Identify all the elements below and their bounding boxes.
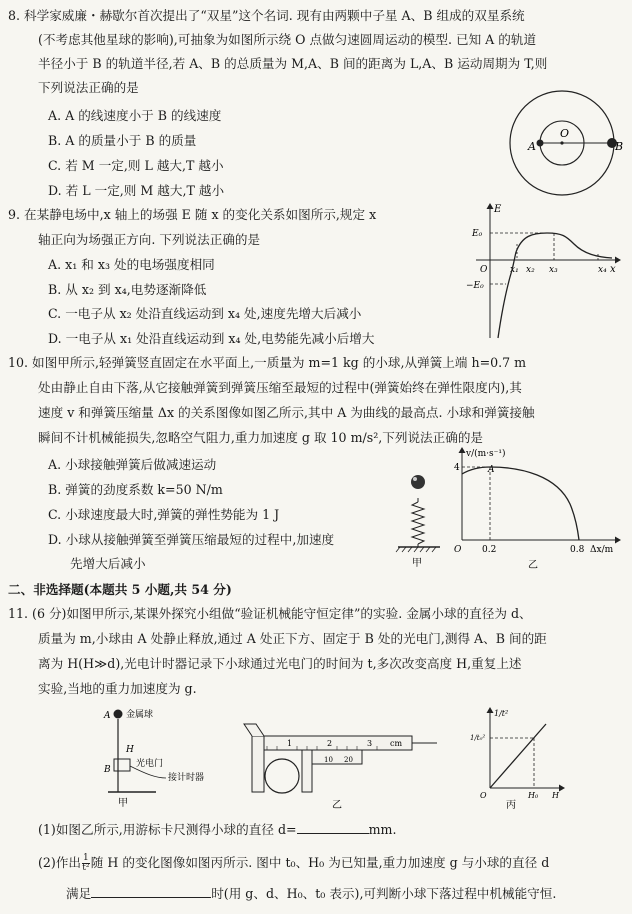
label-jia: 甲 xyxy=(118,798,128,809)
q11-part2-fraction: $\frac{1}{\text{t²}}$ xyxy=(82,853,90,873)
star-a xyxy=(537,140,544,147)
spring xyxy=(412,502,424,544)
q9-field-graph xyxy=(462,200,624,342)
measured-ball xyxy=(265,759,299,793)
velocity-curve xyxy=(462,467,579,540)
neg-e0-label: −E₀ xyxy=(466,281,484,291)
origin-label: O xyxy=(480,791,487,800)
origin-label: O xyxy=(454,545,462,555)
q10-spring-figure xyxy=(392,472,444,572)
q10-line2: 处由静止自由下落,从它接触弹簧到弹簧压缩至最短的过程中(弹簧始终在弹性限度内),其 xyxy=(38,380,522,395)
cm-tick-1: 1 xyxy=(287,739,293,748)
q11-part2 xyxy=(38,854,549,873)
proportional-line xyxy=(490,724,546,788)
tick-x4: x₄ xyxy=(598,265,607,275)
tick-x1: x₁ xyxy=(510,265,519,275)
q11-graph-bing xyxy=(470,704,572,811)
e0-label: E₀ xyxy=(472,229,483,239)
q9-option-c: C. 一电子从 x₂ 处沿直线运动到 x₄ 处,速度先增大后减小 xyxy=(48,306,362,321)
label-yi: 乙 xyxy=(528,560,538,571)
y-tick-4: 4 xyxy=(454,463,460,473)
q11-line3: 离为 H(H≫d),光电计时器记录下小球通过光电门的时间为 t,多次改变高度 H,重复上述 xyxy=(38,656,522,671)
q11-part1-text: (1)如图乙所示,用游标卡尺测得小球的直径 d= xyxy=(38,822,297,837)
center-o xyxy=(560,141,563,144)
q8-option-d: D. 若 L 一定,则 M 越大,T 越小 xyxy=(48,183,225,198)
label-b: B xyxy=(104,765,111,775)
q11-line4: 实验,当地的重力加速度为 g. xyxy=(38,681,197,696)
q10-velocity-graph xyxy=(452,444,628,574)
q8-line1: 8. 科学家威廉・赫歇尔首次提出了“双星”这个名词. 现有由两颗中子星 A、B 组成的双星系统 xyxy=(8,8,525,23)
q10-option-d-cont: 先增大后减小 xyxy=(70,556,146,571)
q8-binary-star-figure xyxy=(500,88,628,198)
cm-unit: cm xyxy=(390,739,403,748)
label-yi: 乙 xyxy=(332,800,342,811)
q8-line4: 下列说法正确的是 xyxy=(38,80,139,95)
label-ball: 金属球 xyxy=(126,710,154,720)
q9-option-d: D. 一电子从 x₁ 处沿直线运动到 x₄ 处,电势能先减小后增大 xyxy=(48,331,375,346)
q10-line4: 瞬间不计机械能损失,忽略空气阻力,重力加速度 g 取 10 m/s²,下列说法正确的是 xyxy=(38,430,484,445)
q9-option-a: A. x₁ 和 x₃ 处的电场强度相同 xyxy=(48,257,215,272)
tick-x3: x₃ xyxy=(549,265,558,275)
label-timer: 接计时器 xyxy=(168,773,205,783)
q9-line1: 9. 在某静电场中,x 轴上的场强 E 随 x 的变化关系如图所示,规定 x xyxy=(8,207,377,222)
q11-line1: 11. (6 分)如图甲所示,某课外探究小组做“验证机械能守恒定律”的实验. 金属小球的直径为 d、 xyxy=(8,606,532,621)
tick-x2: x₂ xyxy=(526,265,535,275)
q10-option-b: B. 弹簧的劲度系数 k=50 N/m xyxy=(48,482,223,497)
q11-part2-c: 满足 xyxy=(66,886,92,901)
q11-part1 xyxy=(38,822,396,838)
q11-apparatus-figure xyxy=(96,704,226,808)
y-tick-label: 1/t₀² xyxy=(470,734,486,742)
q11-answer-blank-2[interactable] xyxy=(91,897,211,898)
x-axis-label: Δx/m xyxy=(590,545,614,555)
metal-ball xyxy=(114,710,123,719)
y-axis-label: E xyxy=(494,204,502,215)
cm-tick-2: 2 xyxy=(327,739,333,748)
q11-part2-cont xyxy=(66,886,556,902)
q9-line2: 轴正向为场强正方向. 下列说法正确的是 xyxy=(38,232,261,247)
ball xyxy=(411,475,425,489)
vernier-10: 10 xyxy=(324,756,333,764)
label-o: O xyxy=(560,127,570,140)
photogate xyxy=(114,759,130,771)
label-a: A xyxy=(528,140,536,153)
q11-answer-blank-1[interactable] xyxy=(297,833,369,834)
q11-part2-a: (2)作出 xyxy=(38,855,82,870)
y-axis-label: v/(m·s⁻¹) xyxy=(466,449,506,459)
q11-part2-b: 随 H 的变化图像如图丙所示. 图中 t₀、H₀ 为已知量,重力加速度 g 与小球的直径 d xyxy=(90,855,550,870)
q8-option-b: B. A 的质量小于 B 的质量 xyxy=(48,133,197,148)
label-gate: 光电门 xyxy=(136,759,164,769)
q11-part1-unit: mm. xyxy=(368,822,397,837)
label-a: A xyxy=(104,711,111,721)
label-bing: 丙 xyxy=(506,800,516,811)
q9-option-b: B. 从 x₂ 到 x₄,电势逐渐降低 xyxy=(48,282,207,297)
field-curve-right xyxy=(516,233,612,258)
q11-part2-d: 时(用 g、d、H₀、t₀ 表示),可判断小球下落过程中机械能守恒. xyxy=(211,886,557,901)
q10-line1: 10. 如图甲所示,轻弹簧竖直固定在水平面上,一质量为 m=1 kg 的小球,从弹簧上端 h=0.7 m xyxy=(8,355,527,370)
origin-label: O xyxy=(480,265,488,275)
label-b: B xyxy=(615,140,624,153)
x-tick-label: H₀ xyxy=(528,791,539,800)
q10-line3: 速度 v 和弹簧压缩量 Δx 的关系图像如图乙所示,其中 A 为曲线的最高点. 小球和弹簧接触 xyxy=(38,405,535,420)
section2-title: 二、非选择题(本题共 5 小题,共 54 分) xyxy=(8,582,232,597)
q8-option-a: A. A 的线速度小于 B 的线速度 xyxy=(48,108,222,123)
q10-option-d: D. 小球从接触弹簧至弹簧压缩最短的过程中,加速度 xyxy=(48,532,335,547)
x-tick-08: 0.8 xyxy=(570,545,585,555)
vernier-20: 20 xyxy=(344,756,353,764)
q8-line2: (不考虑其他星球的影响),可抽象为如图所示绕 O 点做匀速圆周运动的模型. 已知 A 的轨道 xyxy=(38,32,537,47)
cm-tick-3: 3 xyxy=(367,739,373,748)
q11-line2: 质量为 m,小球由 A 处静止释放,通过 A 处正下方、固定于 B 处的光电门,测得 A、B 间的距 xyxy=(38,631,547,646)
x-axis-label: H xyxy=(552,791,559,800)
x-tick-02: 0.2 xyxy=(482,545,497,555)
x-axis-label: x xyxy=(610,264,616,275)
y-axis-label: 1/t² xyxy=(494,709,509,718)
point-a-label: A xyxy=(488,465,495,475)
q8-option-c: C. 若 M 一定,则 L 越大,T 越小 xyxy=(48,158,224,173)
label-h: H xyxy=(126,745,134,755)
q10-option-c: C. 小球速度最大时,弹簧的弹性势能为 1 J xyxy=(48,507,280,522)
field-curve-left xyxy=(498,252,516,338)
q11-caliper-figure xyxy=(232,712,442,812)
q8-line3: 半径小于 B 的轨道半径,若 A、B 的总质量为 M,A、B 间的距离为 L,A、B 运动周期为 T,则 xyxy=(38,56,548,71)
label-jia: 甲 xyxy=(412,558,422,569)
q10-option-a: A. 小球接触弹簧后做减速运动 xyxy=(48,457,217,472)
